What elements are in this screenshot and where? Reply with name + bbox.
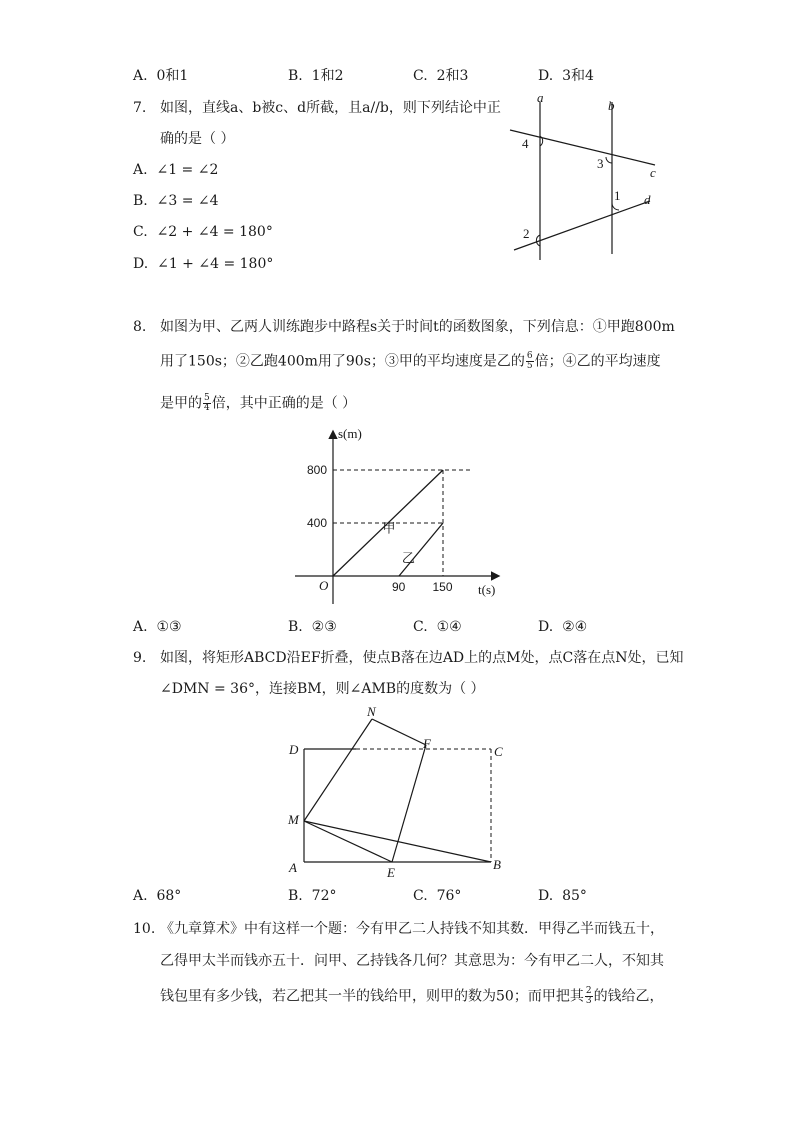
segment-NF	[372, 719, 426, 745]
q7-option-c[interactable]: C. ∠2 + ∠4 = 180°	[133, 224, 273, 240]
q10-stem-line2: 乙得甲太半而钱亦五十．问甲、乙持钱各几何？其意思为：今有甲乙二人，不知其	[160, 953, 664, 969]
q8-stem-line3: 是甲的 $\frac{5}{4}$ 倍，其中正确的是（ ）	[160, 393, 357, 413]
label-M: M	[288, 812, 299, 827]
label-E: E	[387, 865, 395, 880]
q6-option-c[interactable]: C. 2和3	[413, 68, 469, 84]
series-label-jia: 甲	[382, 520, 396, 536]
label-A: A	[289, 860, 297, 875]
x-axis-label: t(s)	[478, 582, 496, 597]
x-tick-label: 90	[392, 580, 406, 594]
fraction-6-5: $\frac{6}{5}$	[526, 351, 533, 371]
q6-option-b[interactable]: B. 1和2	[288, 68, 344, 84]
y-tick-label: 800	[307, 463, 328, 477]
label-a: a	[537, 90, 544, 105]
q10-stem-line1: 《九章算术》中有这样一个题：今有甲乙二人持钱不知其数．甲得乙半而钱五十，	[160, 921, 664, 937]
q9-option-c[interactable]: C. 76°	[413, 888, 462, 904]
segment-MB	[304, 821, 491, 862]
q8-option-a[interactable]: A. ①③	[133, 619, 182, 635]
label-d: d	[644, 192, 651, 207]
label-c: c	[650, 165, 656, 180]
fraction-2-3: $\frac{2}{3}$	[585, 986, 592, 1006]
q9-option-d[interactable]: D. 85°	[538, 888, 587, 904]
series-label-yi: 乙	[401, 550, 415, 566]
q9-stem-line2: ∠DMN = 36°，连接BM，则∠AMB的度数为（ ）	[160, 681, 485, 697]
q6-option-d[interactable]: D. 3和4	[538, 68, 594, 84]
fraction-5-4: $\frac{5}{4}$	[204, 393, 210, 413]
q8-number: 8.	[133, 319, 147, 335]
q10-number: 10.	[133, 921, 156, 937]
line-c	[510, 130, 655, 165]
q8-stem-line1: 如图为甲、乙两人训练跑步中路程s关于时间t的函数图象，下列信息：①甲跑800m	[160, 319, 675, 335]
q9-option-b[interactable]: B. 72°	[288, 888, 337, 904]
q7-option-b[interactable]: B. ∠3 = ∠4	[133, 193, 219, 209]
q8-option-c[interactable]: C. ①④	[413, 619, 462, 635]
q9-stem-line1: 如图，将矩形ABCD沿EF折叠，使点B落在边AD上的点M处，点C落在点N处，已知	[160, 650, 684, 666]
q7-figure	[500, 88, 670, 268]
q7-option-d[interactable]: D. ∠1 + ∠4 = 180°	[133, 256, 274, 272]
angle-1-arc	[612, 203, 619, 210]
x-tick-label: 150	[432, 580, 453, 594]
label-angle-3: 3	[597, 156, 604, 171]
label-angle-2: 2	[523, 226, 530, 241]
q6-option-a[interactable]: A. 0和1	[133, 68, 189, 84]
label-C: C	[494, 744, 503, 759]
q7-stem-line2: 确的是（ ）	[160, 131, 235, 147]
q9-folded-rectangle-figure	[280, 700, 520, 885]
q8-distance-time-chart	[290, 422, 510, 607]
q8-option-b[interactable]: B. ②③	[288, 619, 337, 635]
label-angle-4: 4	[522, 136, 529, 151]
angle-3-arc	[606, 157, 612, 163]
y-tick-label: 400	[307, 516, 328, 530]
label-B: B	[493, 857, 501, 872]
segment-ME	[304, 821, 392, 862]
q7-number: 7.	[133, 100, 147, 116]
label-D: D	[289, 742, 299, 757]
label-angle-1: 1	[614, 188, 621, 203]
q7-stem-line1: 如图，直线a、b被c、d所截，且a//b，则下列结论中正	[160, 100, 501, 116]
q7-option-a[interactable]: A. ∠1 = ∠2	[133, 162, 219, 178]
label-F: F	[423, 736, 431, 751]
label-b: b	[608, 98, 615, 113]
q10-stem-line3: 钱包里有多少钱，若乙把其一半的钱给甲，则甲的数为50；而甲把其 $\frac{2}{3}$ 的钱给乙，	[160, 986, 664, 1006]
series-line-yi	[399, 523, 443, 576]
q8-option-d[interactable]: D. ②④	[538, 619, 588, 635]
label-N: N	[367, 704, 376, 719]
line-d	[514, 201, 650, 250]
q9-option-a[interactable]: A. 68°	[133, 888, 182, 904]
q8-stem-line2: 用了150s；②乙跑400m用了90s；③甲的平均速度是乙的 $\frac{6}{5}$ 倍；④乙的平均速度	[160, 351, 661, 371]
q9-number: 9.	[133, 650, 147, 666]
segment-MN	[304, 719, 372, 821]
origin-label: O	[319, 578, 329, 593]
y-axis-label: s(m)	[338, 426, 362, 441]
